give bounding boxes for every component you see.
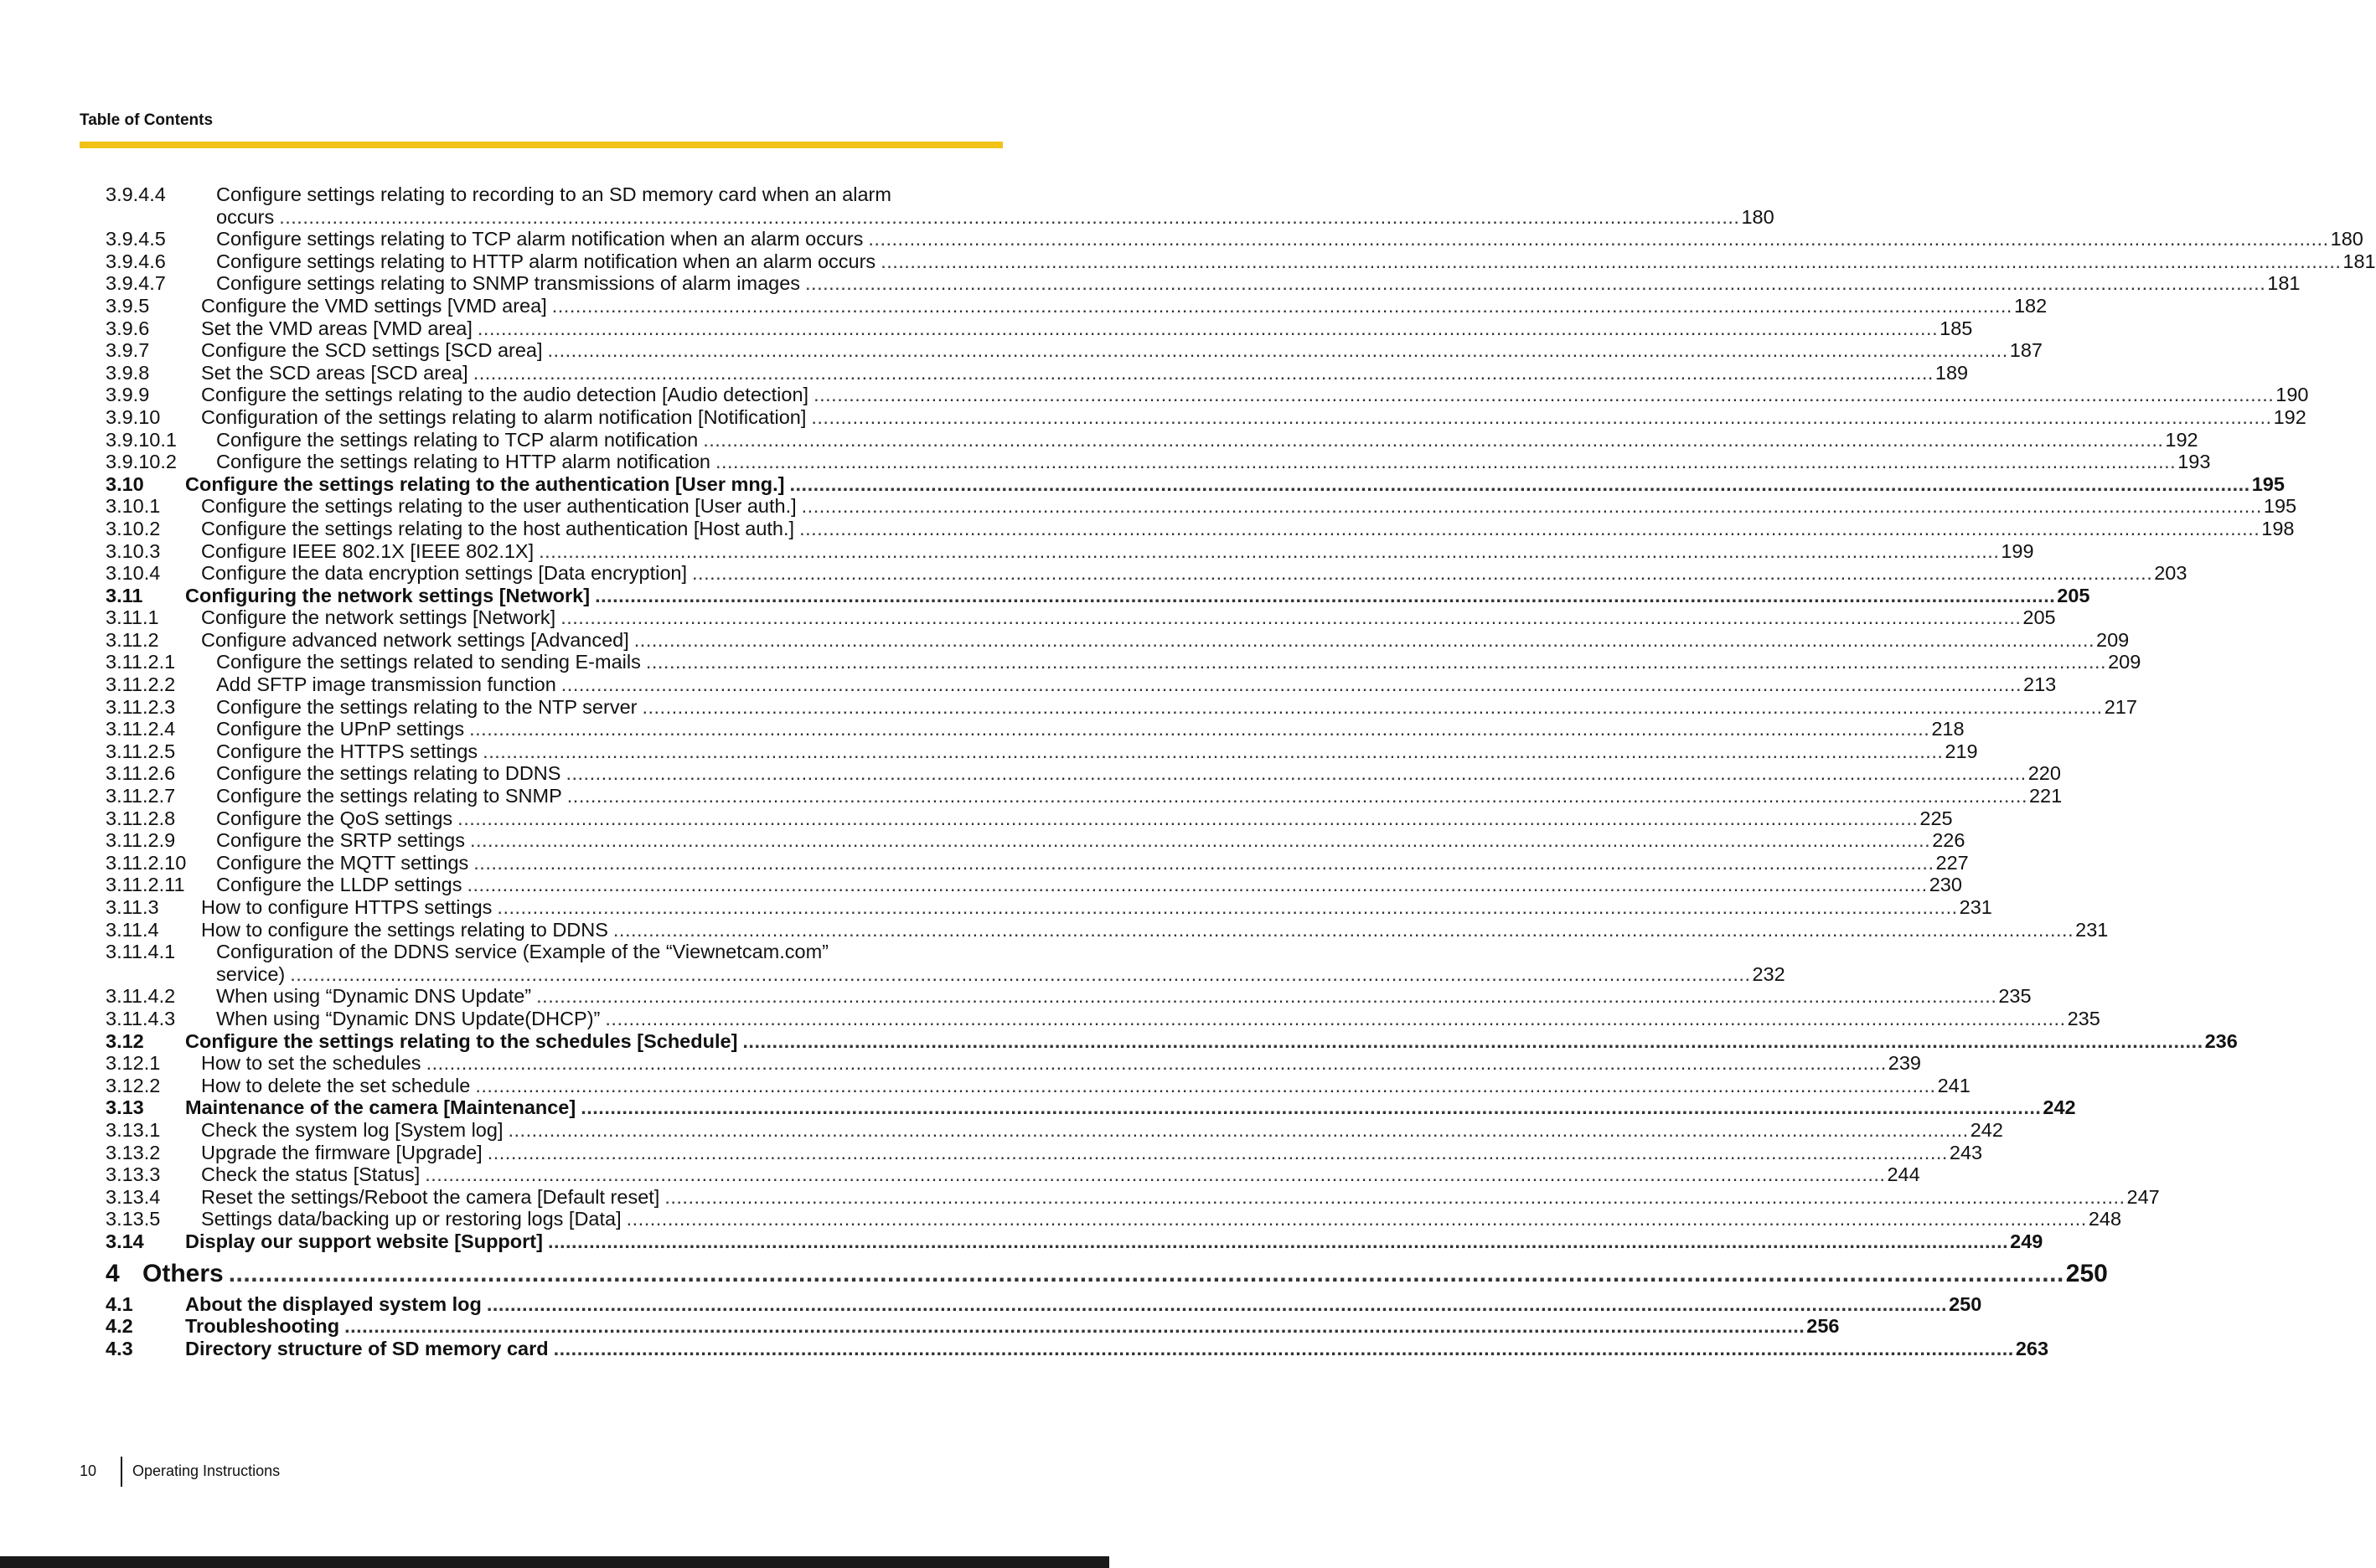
toc-entry-title: Upgrade the firmware [Upgrade] (201, 1141, 483, 1163)
footer-page-number: 10 (80, 1462, 97, 1479)
toc-entry-page: 181 (2267, 272, 2301, 295)
toc-entry-page: 231 (1959, 896, 1992, 918)
toc-entry-title: How to configure HTTPS settings (201, 896, 493, 918)
toc-entry-number: 3.13.4 (106, 1185, 161, 1208)
toc-entry-title: Configure advanced network settings [Advanced] (201, 628, 629, 651)
toc-entry-number: 3.9.4.4 (106, 183, 166, 205)
toc-entry-title: When using “Dynamic DNS Update” (216, 985, 532, 1008)
toc-dot-leader (475, 1075, 1935, 1097)
toc-entry[interactable] (106, 874, 1962, 896)
toc-entry[interactable] (106, 272, 2301, 295)
toc-entry-title: Others (142, 1259, 224, 1287)
toc-entry-title: Configure the SRTP settings (216, 829, 465, 852)
toc-entry-title: Reset the settings/Reboot the camera [Default reset] (201, 1185, 660, 1208)
toc-entry-page: 243 (1949, 1141, 1983, 1163)
toc-entry-page: 213 (2023, 673, 2057, 696)
toc-entry-page: 192 (2165, 428, 2198, 451)
toc-entry-page: 249 (2010, 1230, 2043, 1252)
toc-dot-leader (627, 1208, 2087, 1230)
toc-entry-title: Configure settings relating to SNMP transmissions of alarm images (216, 272, 801, 295)
toc-entry-number: 4.1 (106, 1292, 133, 1315)
toc-dot-leader (605, 1008, 2065, 1030)
toc-dot-leader (595, 585, 2055, 607)
toc-entry-number: 3.11.2.7 (106, 785, 176, 807)
toc-entry-number: 3.11.2.2 (106, 673, 176, 696)
toc-entry[interactable] (106, 317, 1973, 340)
toc-entry-title: Configure the UPnP settings (216, 718, 465, 740)
toc-entry-title: service) (216, 962, 286, 985)
toc-entry-title: Set the VMD areas [VMD area] (201, 317, 473, 339)
toc-entry-page: 235 (2067, 1007, 2100, 1029)
toc-dot-leader (229, 1255, 2064, 1293)
toc-dot-leader (561, 673, 2022, 696)
toc-entry-page: 227 (1935, 851, 1969, 874)
toc-dot-leader (548, 339, 2008, 362)
toc-dot-leader (805, 272, 2265, 295)
toc-entry-title: Configure settings relating to TCP alarm notification when an alarm occurs (216, 228, 864, 250)
toc-entry-title: Configure IEEE 802.1X [IEEE 802.1X] (201, 539, 535, 562)
toc-entry[interactable] (106, 1337, 2049, 1360)
toc-entry-number: 3.10.3 (106, 539, 161, 562)
table-of-contents (106, 183, 2376, 1359)
toc-dot-leader (554, 1338, 2014, 1360)
toc-entry-page: 218 (1931, 718, 1965, 740)
toc-entry-page: 225 (1919, 807, 1953, 829)
toc-entry-page: 219 (1945, 740, 1978, 762)
toc-entry-number: 4.3 (106, 1337, 133, 1359)
toc-dot-leader (488, 1142, 1948, 1164)
toc-entry-number: 3.10 (106, 472, 144, 495)
toc-entry-title: Configure the settings relating to the host authentication [Host auth.] (201, 517, 795, 539)
toc-entry[interactable] (106, 651, 2141, 673)
toc-chapter-entry[interactable] (106, 1255, 2108, 1293)
toc-dot-leader (692, 562, 2152, 585)
toc-entry-page: 182 (2013, 294, 2048, 317)
toc-entry-page: 205 (2022, 606, 2056, 629)
toc-dot-leader (497, 896, 1957, 919)
toc-entry-title: Configure the settings related to sending E-mails (216, 651, 641, 673)
toc-entry[interactable] (106, 539, 2034, 563)
toc-entry-number: 3.10.4 (106, 562, 161, 585)
toc-entry-number: 3.11 (106, 584, 143, 606)
toc-dot-leader (560, 606, 2021, 629)
toc-entry-page: 180 (2330, 228, 2363, 250)
toc-entry-title: Configure the VMD settings [VMD area] (201, 294, 547, 317)
toc-entry[interactable] (106, 606, 2056, 629)
toc-entry-page: 236 (2204, 1029, 2238, 1052)
toc-entry-title: Check the system log [System log] (201, 1118, 504, 1141)
toc-entry-title: Configure settings relating to recording to an SD memory card when an alarm (216, 183, 891, 205)
toc-entry-title: Configure the QoS settings (216, 807, 453, 829)
toc-entry-page: 217 (2104, 695, 2137, 718)
toc-entry[interactable] (106, 1029, 2238, 1053)
toc-entry-title: Configure the network settings [Network] (201, 606, 556, 629)
toc-entry-number: 3.13.3 (106, 1163, 161, 1186)
toc-entry-page: 239 (1888, 1052, 1921, 1075)
toc-entry-title: Configure the settings relating to DDNS (216, 762, 561, 785)
toc-entry-title: Configuration of the DDNS service (Example of the “Viewnetcam.com” (216, 941, 829, 963)
toc-entry[interactable] (106, 1185, 2160, 1209)
toc-entry-title: How to set the schedules (201, 1052, 421, 1075)
toc-dot-leader (567, 785, 2027, 807)
toc-entry-title: Configure the settings relating to the schedules [Schedule] (185, 1029, 738, 1052)
toc-dot-leader (881, 250, 2341, 273)
toc-entry-number: 3.9.10 (106, 405, 161, 428)
toc-entry-page: 198 (2261, 517, 2295, 539)
toc-entry[interactable] (106, 1096, 2076, 1119)
toc-entry-title: occurs (216, 205, 275, 228)
toc-dot-leader (613, 919, 2074, 941)
toc-dot-leader (487, 1293, 1947, 1316)
toc-entry-number: 3.13 (106, 1096, 144, 1119)
toc-entry-number: 3.13.1 (106, 1118, 161, 1141)
toc-entry-number: 4.2 (106, 1315, 133, 1338)
toc-dot-leader (548, 1230, 2008, 1253)
toc-entry-number: 3.10.1 (106, 495, 161, 518)
toc-entry[interactable] (106, 339, 2043, 362)
toc-entry-title: Configure the settings relating to SNMP (216, 785, 562, 807)
toc-entry[interactable] (106, 205, 1774, 229)
toc-entry[interactable] (106, 673, 2057, 696)
toc-entry-page: 192 (2273, 405, 2306, 428)
toc-entry[interactable] (106, 405, 2306, 429)
toc-entry-title: Configure the HTTPS settings (216, 740, 478, 762)
toc-entry-title: Settings data/backing up or restoring logs [Data] (201, 1208, 622, 1230)
toc-entry-page: 185 (1940, 317, 1973, 339)
toc-entry-number: 3.11.2.6 (106, 762, 176, 785)
toc-entry-page: 189 (1934, 361, 1969, 384)
toc-entry-page: 180 (1741, 205, 1774, 228)
toc-entry-page: 199 (2001, 539, 2034, 562)
toc-entry-title: Configure the settings relating to TCP alarm notification (216, 428, 699, 451)
toc-entry-title: About the displayed system log (185, 1292, 482, 1315)
toc-entry[interactable] (106, 428, 2198, 451)
toc-dot-leader (552, 295, 2012, 317)
toc-entry-number: 3.11.3 (106, 896, 159, 918)
toc-dot-leader (473, 362, 1934, 384)
toc-entry-page: 231 (2075, 918, 2109, 941)
toc-entry-number: 3.12.1 (106, 1052, 161, 1075)
toc-entry[interactable] (106, 384, 2309, 406)
toc-entry-page: 205 (2057, 584, 2090, 606)
toc-entry-number: 3.9.9 (106, 384, 150, 406)
toc-entry[interactable] (106, 829, 1965, 852)
toc-entry-page: 226 (1932, 829, 1965, 852)
toc-entry[interactable] (106, 228, 2363, 250)
toc-entry-number: 3.11.2 (106, 628, 159, 651)
toc-entry[interactable] (106, 985, 2032, 1008)
toc-entry[interactable] (106, 495, 2297, 518)
toc-dot-leader (344, 1315, 1805, 1338)
toc-entry-title: Display our support website [Support] (185, 1230, 543, 1252)
toc-entry[interactable] (106, 1074, 1971, 1097)
toc-entry-number: 3.10.2 (106, 517, 161, 539)
toc-entry-title: Configure the settings relating to HTTP alarm notification (216, 451, 710, 473)
toc-entry[interactable] (106, 361, 1969, 384)
toc-dot-leader (742, 1030, 2203, 1053)
toc-dot-leader (426, 1052, 1887, 1075)
toc-entry-title: Configure the settings relating to the audio detection [Audio detection] (201, 384, 809, 406)
toc-entry[interactable] (106, 740, 1978, 763)
toc-entry[interactable] (106, 1007, 2100, 1030)
toc-entry[interactable] (106, 918, 2109, 941)
toc-entry[interactable] (106, 785, 2063, 807)
toc-dot-leader (802, 495, 2262, 518)
toc-entry-page: 241 (1937, 1074, 1971, 1096)
toc-entry-page: 190 (2275, 384, 2309, 406)
toc-dot-leader (508, 1119, 1968, 1142)
toc-entry-number: 3.9.5 (106, 294, 150, 317)
toc-entry-page: 247 (2126, 1185, 2160, 1208)
toc-entry-page: 193 (2177, 451, 2211, 473)
toc-entry-title: Troubleshooting (185, 1315, 340, 1338)
toc-entry[interactable] (106, 183, 1003, 206)
toc-entry-page: 256 (1806, 1315, 1840, 1338)
toc-entry-title: Configure the settings relating to the NTP server (216, 695, 638, 718)
toc-entry-page: 209 (2108, 651, 2141, 673)
footer-label: Operating Instructions (132, 1462, 281, 1479)
toc-dot-leader (581, 1096, 2041, 1119)
toc-entry[interactable] (106, 472, 2285, 496)
toc-entry-number: 3.9.7 (106, 339, 150, 362)
toc-dot-leader (470, 829, 1930, 852)
toc-dot-leader (425, 1163, 1885, 1186)
toc-entry[interactable] (106, 941, 1003, 963)
toc-entry-page: 220 (2027, 762, 2061, 785)
toc-dot-leader (646, 651, 2106, 673)
toc-dot-leader (539, 540, 1999, 563)
toc-entry-number: 3.11.2.9 (106, 829, 176, 852)
toc-entry[interactable] (106, 1208, 2122, 1230)
toc-entry-page: 250 (2065, 1259, 2108, 1287)
toc-entry-number: 3.11.2.10 (106, 851, 187, 874)
toc-entry-page: 263 (2015, 1337, 2049, 1359)
toc-entry-page: 230 (1929, 874, 1962, 896)
toc-entry-title: Configure the SCD settings [SCD area] (201, 339, 543, 362)
toc-dot-leader (789, 473, 2249, 496)
toc-entry-title: Configure the settings relating to the user authentication [User auth.] (201, 495, 797, 518)
toc-entry-number: 3.12 (106, 1029, 144, 1052)
toc-dot-leader (290, 963, 1750, 986)
toc-entry-number: 3.11.2.3 (106, 695, 176, 718)
toc-entry[interactable] (106, 517, 2295, 540)
toc-entry-number: 3.11.2.5 (106, 740, 176, 762)
toc-entry-number: 3.9.10.2 (106, 451, 177, 473)
toc-entry-title: Configure the data encryption settings [Data encryption] (201, 562, 688, 585)
toc-dot-leader (483, 740, 1943, 763)
toc-entry[interactable] (106, 1118, 2003, 1142)
toc-dot-leader (536, 985, 1996, 1008)
toc-entry-page: 232 (1752, 962, 1785, 985)
toc-dot-leader (469, 718, 1929, 740)
toc-dot-leader (634, 629, 2094, 652)
toc-entry-title: Set the SCD areas [SCD area] (201, 361, 468, 384)
toc-entry-page: 242 (2043, 1096, 2076, 1119)
toc-entry[interactable] (106, 628, 2130, 652)
toc-entry-number: 3.9.4.7 (106, 272, 166, 295)
toc-entry-number: 3.9.4.5 (106, 228, 166, 250)
toc-entry[interactable] (106, 250, 2376, 273)
toc-dot-leader (642, 696, 2102, 719)
toc-entry-title: When using “Dynamic DNS Update(DHCP)” (216, 1007, 601, 1029)
toc-entry[interactable] (106, 562, 2187, 585)
toc-entry-title: How to configure the settings relating to DDNS (201, 918, 608, 941)
toc-entry-number: 3.11.4 (106, 918, 159, 941)
toc-dot-leader (478, 317, 1938, 340)
toc-dot-leader (811, 406, 2271, 429)
toc-entry-page: 195 (2251, 472, 2285, 495)
footer-divider (121, 1457, 122, 1487)
toc-entry-page: 250 (1949, 1292, 1982, 1315)
toc-entry-page: 242 (1970, 1118, 2003, 1141)
toc-entry[interactable] (106, 451, 2211, 473)
toc-entry-title: Configuring the network settings [Network] (185, 584, 591, 606)
toc-entry-number: 3.11.2.4 (106, 718, 176, 740)
toc-entry-number: 3.12.2 (106, 1074, 161, 1096)
toc-dot-leader (799, 518, 2260, 540)
toc-entry-number: 3.11.2.11 (106, 874, 185, 896)
toc-entry-number: 3.14 (106, 1230, 144, 1252)
toc-dot-leader (279, 206, 1739, 229)
toc-entry[interactable] (106, 762, 2061, 785)
toc-entry-number: 3.11.2.8 (106, 807, 176, 829)
toc-entry-page: 209 (2096, 628, 2130, 651)
toc-dot-leader (467, 874, 1928, 896)
toc-entry[interactable] (106, 851, 1969, 874)
toc-entry-number: 3.11.1 (106, 606, 159, 629)
toc-entry-page: 221 (2028, 785, 2063, 807)
toc-dot-leader (703, 429, 2163, 451)
toc-entry[interactable] (106, 695, 2137, 719)
toc-entry-title: Configure settings relating to HTTP alarm notification when an alarm occurs (216, 250, 876, 272)
toc-entry[interactable] (106, 718, 1965, 740)
toc-entry[interactable] (106, 807, 1953, 830)
bottom-band (0, 1556, 1109, 1568)
toc-entry-title: Maintenance of the camera [Maintenance] (185, 1096, 576, 1119)
toc-entry-title: Configure the LLDP settings (216, 874, 462, 896)
toc-entry-page: 235 (1998, 985, 2032, 1008)
toc-entry[interactable] (106, 1163, 1920, 1186)
toc-entry-number: 3.11.2.1 (106, 651, 176, 673)
toc-entry[interactable] (106, 1141, 1983, 1164)
toc-entry-page: 187 (2009, 339, 2043, 362)
toc-entry-title: How to delete the set schedule (201, 1074, 471, 1096)
toc-entry-page: 181 (2342, 250, 2376, 272)
toc-entry-title: Configure the MQTT settings (216, 851, 469, 874)
toc-entry[interactable] (106, 1230, 2043, 1253)
toc-entry-number: 3.11.4.3 (106, 1007, 176, 1029)
toc-entry-title: Configuration of the settings relating to alarm notification [Notification] (201, 405, 807, 428)
toc-entry-page: 203 (2154, 562, 2187, 585)
toc-dot-leader (664, 1186, 2125, 1209)
toc-entry-title: Directory structure of SD memory card (185, 1337, 549, 1359)
toc-entry-number: 3.13.5 (106, 1208, 161, 1230)
toc-entry-page: 248 (2088, 1208, 2122, 1230)
toc-entry-number: 3.13.2 (106, 1141, 161, 1163)
toc-entry[interactable] (106, 1315, 1840, 1338)
toc-entry-number: 3.9.8 (106, 361, 150, 384)
toc-entry-number: 3.9.4.6 (106, 250, 166, 272)
toc-entry-title: Check the status [Status] (201, 1163, 421, 1186)
toc-entry[interactable] (106, 896, 1992, 919)
toc-dot-leader (715, 451, 2176, 473)
toc-dot-leader (473, 852, 1934, 874)
toc-entry[interactable] (106, 1052, 1921, 1075)
toc-entry-number: 3.11.4.2 (106, 985, 176, 1008)
toc-dot-leader (868, 228, 2328, 250)
toc-entry-title: Configure the settings relating to the authentication [User mng.] (185, 472, 785, 495)
toc-entry-page: 244 (1887, 1163, 1920, 1186)
toc-entry-page: 195 (2263, 495, 2297, 518)
toc-dot-leader (457, 807, 1918, 830)
toc-entry[interactable] (106, 1292, 1982, 1316)
toc-dot-leader (814, 384, 2274, 406)
page-header-title: Table of Contents (80, 111, 214, 129)
toc-entry[interactable] (106, 962, 1785, 986)
toc-dot-leader (566, 762, 2026, 785)
header-rule (80, 142, 1003, 148)
toc-entry-number: 3.11.4.1 (106, 941, 176, 963)
toc-entry[interactable] (106, 584, 2090, 607)
toc-entry[interactable] (106, 294, 2048, 317)
toc-entry-number: 3.9.10.1 (106, 428, 177, 451)
toc-entry-number: 3.9.6 (106, 317, 150, 339)
toc-entry-title: Add SFTP image transmission function (216, 673, 556, 696)
toc-entry-number: 4 (106, 1259, 120, 1287)
